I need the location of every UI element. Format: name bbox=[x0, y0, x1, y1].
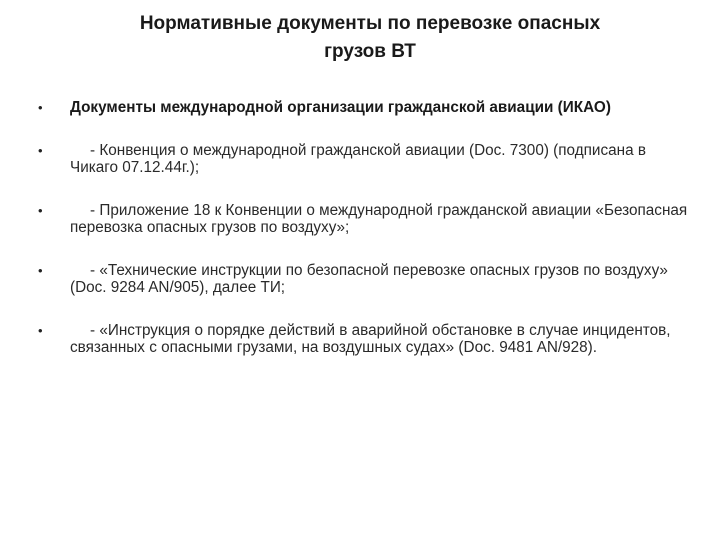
bullet-text: Документы международной организации гражданской авиации (ИКАО) bbox=[70, 99, 611, 116]
bullet-dot-icon: • bbox=[38, 100, 43, 115]
bullet-text bbox=[70, 142, 688, 176]
bullet-text bbox=[70, 262, 688, 296]
slide-title bbox=[60, 10, 680, 66]
bullet-dot-icon: • bbox=[38, 203, 43, 218]
bullet-dot-icon: • bbox=[38, 323, 43, 338]
bullet-text-content: - Конвенция о международной гражданской авиации (Doc. 7300) (подписана в Чикаго 07.12.44г.); bbox=[70, 142, 646, 176]
bullet-item-icao bbox=[38, 99, 688, 116]
bullet-text-content: - «Инструкция о порядке действий в аварийной обстановке в случае инцидентов, связанных с опасными грузами, на воздушных судах» (Doc. 9481 AN/928). bbox=[70, 322, 671, 356]
title-line-2: грузов ВТ bbox=[324, 41, 416, 62]
bullet-list bbox=[38, 99, 688, 356]
bullet-text bbox=[70, 202, 688, 236]
bullet-text-content: - Приложение 18 к Конвенции о международной гражданской авиации «Безопасная перевозка опасных грузов по воздуху»; bbox=[70, 202, 688, 236]
bullet-item-annex-18 bbox=[38, 202, 688, 236]
bullet-item-convention bbox=[38, 142, 688, 176]
title-line-1: Нормативные документы по перевозке опасных bbox=[139, 13, 601, 34]
bullet-dot-icon: • bbox=[38, 143, 43, 158]
bullet-text bbox=[70, 322, 688, 356]
bullet-item-emergency-instruction bbox=[38, 322, 688, 356]
bullet-item-technical-instructions bbox=[38, 262, 688, 296]
bullet-dot-icon: • bbox=[38, 263, 43, 278]
bullet-text-content: - «Технические инструкции по безопасной перевозке опасных грузов по воздуху» (Doc. 9284 AN/905), далее ТИ; bbox=[70, 262, 668, 296]
